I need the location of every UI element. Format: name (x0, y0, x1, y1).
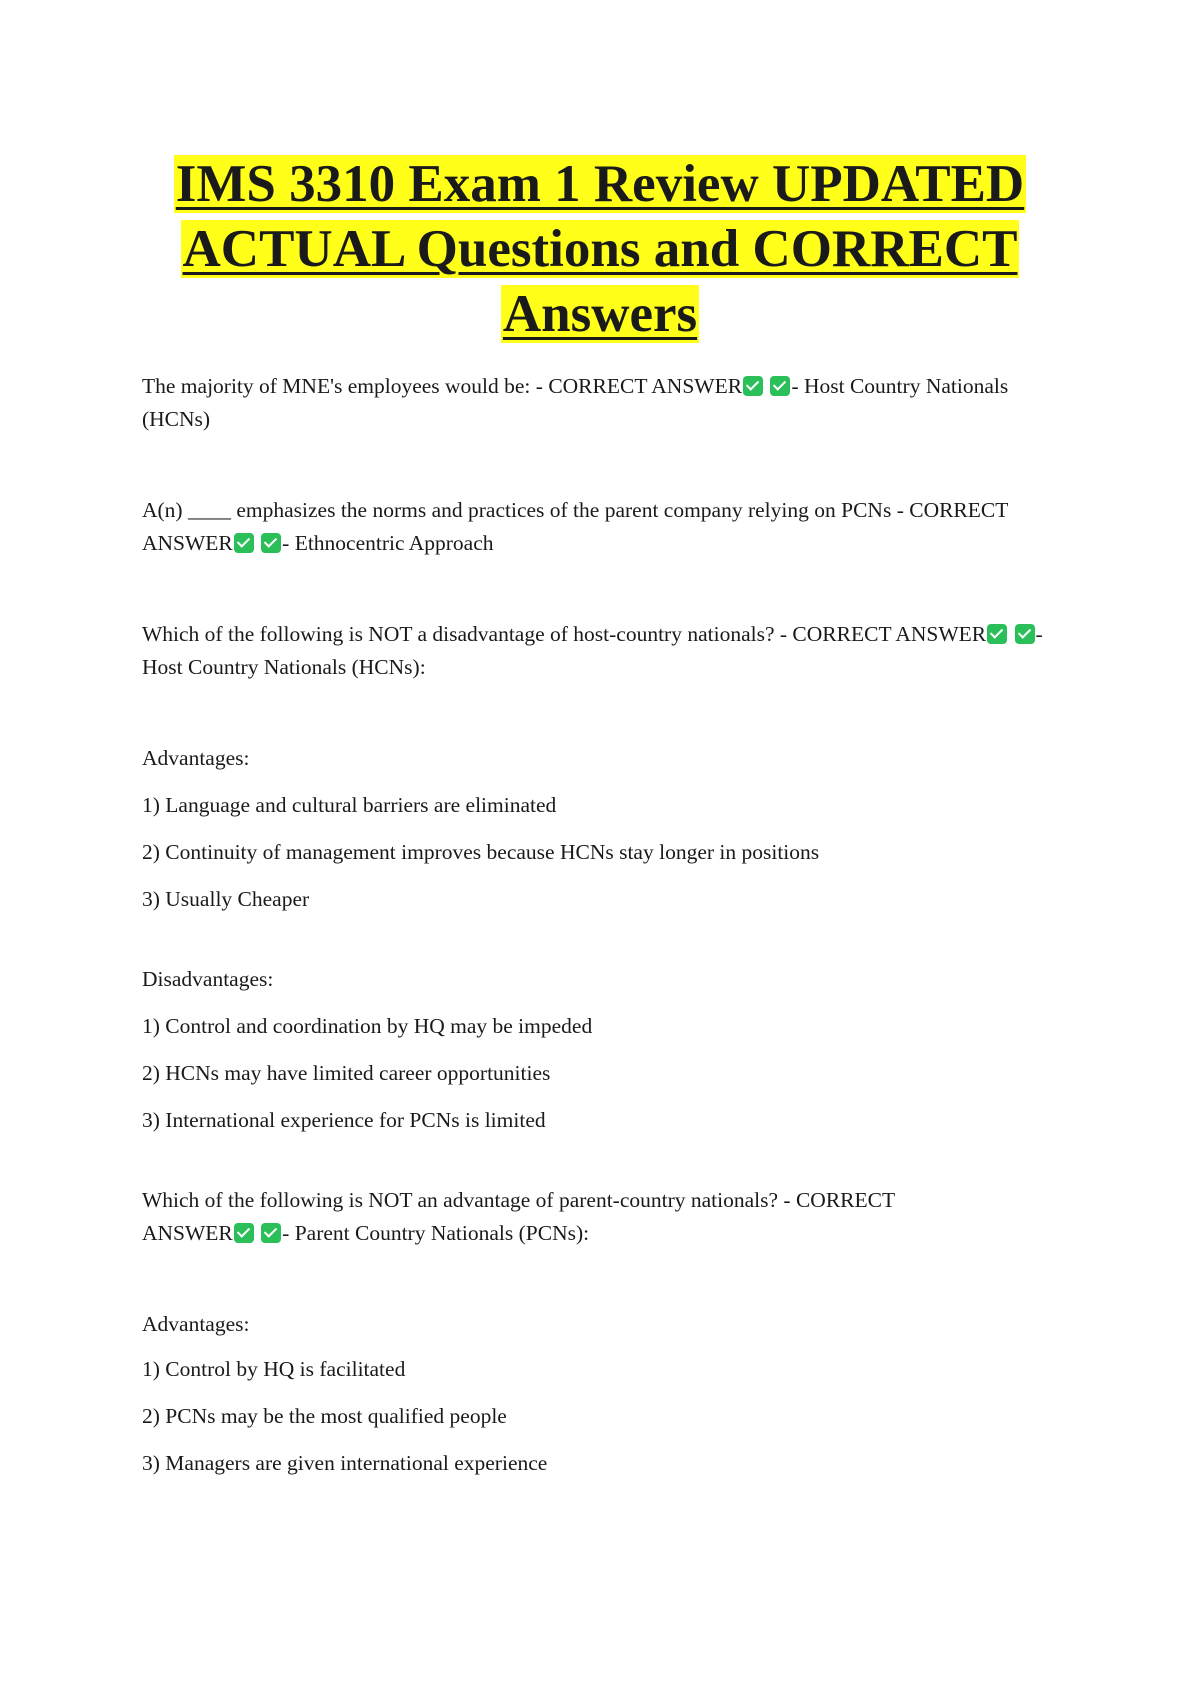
check-mark-icon (234, 1223, 254, 1243)
answer-text: - Ethnocentric Approach (282, 531, 494, 555)
question-text: Which of the following is NOT a disadvantage of host-country nationals? - CORRECT ANSWER (142, 622, 987, 646)
check-mark-icon (743, 376, 763, 396)
advantages-heading: Advantages: (142, 746, 250, 770)
answer-text: - Host Country Nationals (HCNs): (142, 622, 1043, 679)
title-line-2: ACTUAL Questions and CORRECT (182, 220, 1018, 278)
document-title (120, 152, 1080, 347)
qa-item-2 (142, 494, 1072, 560)
list-item: 2) Continuity of management improves because HCNs stay longer in positions (142, 840, 820, 864)
title-line-1: IMS 3310 Exam 1 Review UPDATED (175, 155, 1025, 213)
list-item: 3) International experience for PCNs is limited (142, 1108, 546, 1132)
title-line-3: Answers (502, 285, 698, 343)
answer-text: - Host Country Nationals (HCNs) (142, 374, 1009, 431)
list-item: 1) Control and coordination by HQ may be impeded (142, 1014, 593, 1038)
qa-item-3 (142, 618, 1072, 684)
advantages-heading: Advantages: (142, 1312, 250, 1336)
answer-text: - Parent Country Nationals (PCNs): (282, 1221, 590, 1245)
check-mark-icon (987, 624, 1007, 644)
question-text: The majority of MNE's employees would be: - CORRECT ANSWER (142, 374, 743, 398)
qa-item-1 (142, 370, 1072, 436)
question-text: Which of the following is NOT an advantage of parent-country nationals? - CORRECT ANSWER (142, 1188, 895, 1245)
list-item: 1) Language and cultural barriers are eliminated (142, 793, 557, 817)
check-mark-icon (770, 376, 790, 396)
list-item: 3) Managers are given international experience (142, 1451, 548, 1475)
document-body (142, 370, 1072, 1480)
check-mark-icon (261, 533, 281, 553)
list-item: 2) HCNs may have limited career opportunities (142, 1061, 551, 1085)
check-mark-icon (234, 533, 254, 553)
list-item: 2) PCNs may be the most qualified people (142, 1404, 507, 1428)
qa-item-4 (142, 1184, 1072, 1250)
check-mark-icon (261, 1223, 281, 1243)
disadvantages-heading: Disadvantages: (142, 967, 274, 991)
question-text: A(n) ____ emphasizes the norms and practices of the parent company relying on PCNs - CORRECT ANSWER (142, 498, 1008, 555)
list-item: 1) Control by HQ is facilitated (142, 1357, 406, 1381)
list-item: 3) Usually Cheaper (142, 887, 310, 911)
check-mark-icon (1015, 624, 1035, 644)
